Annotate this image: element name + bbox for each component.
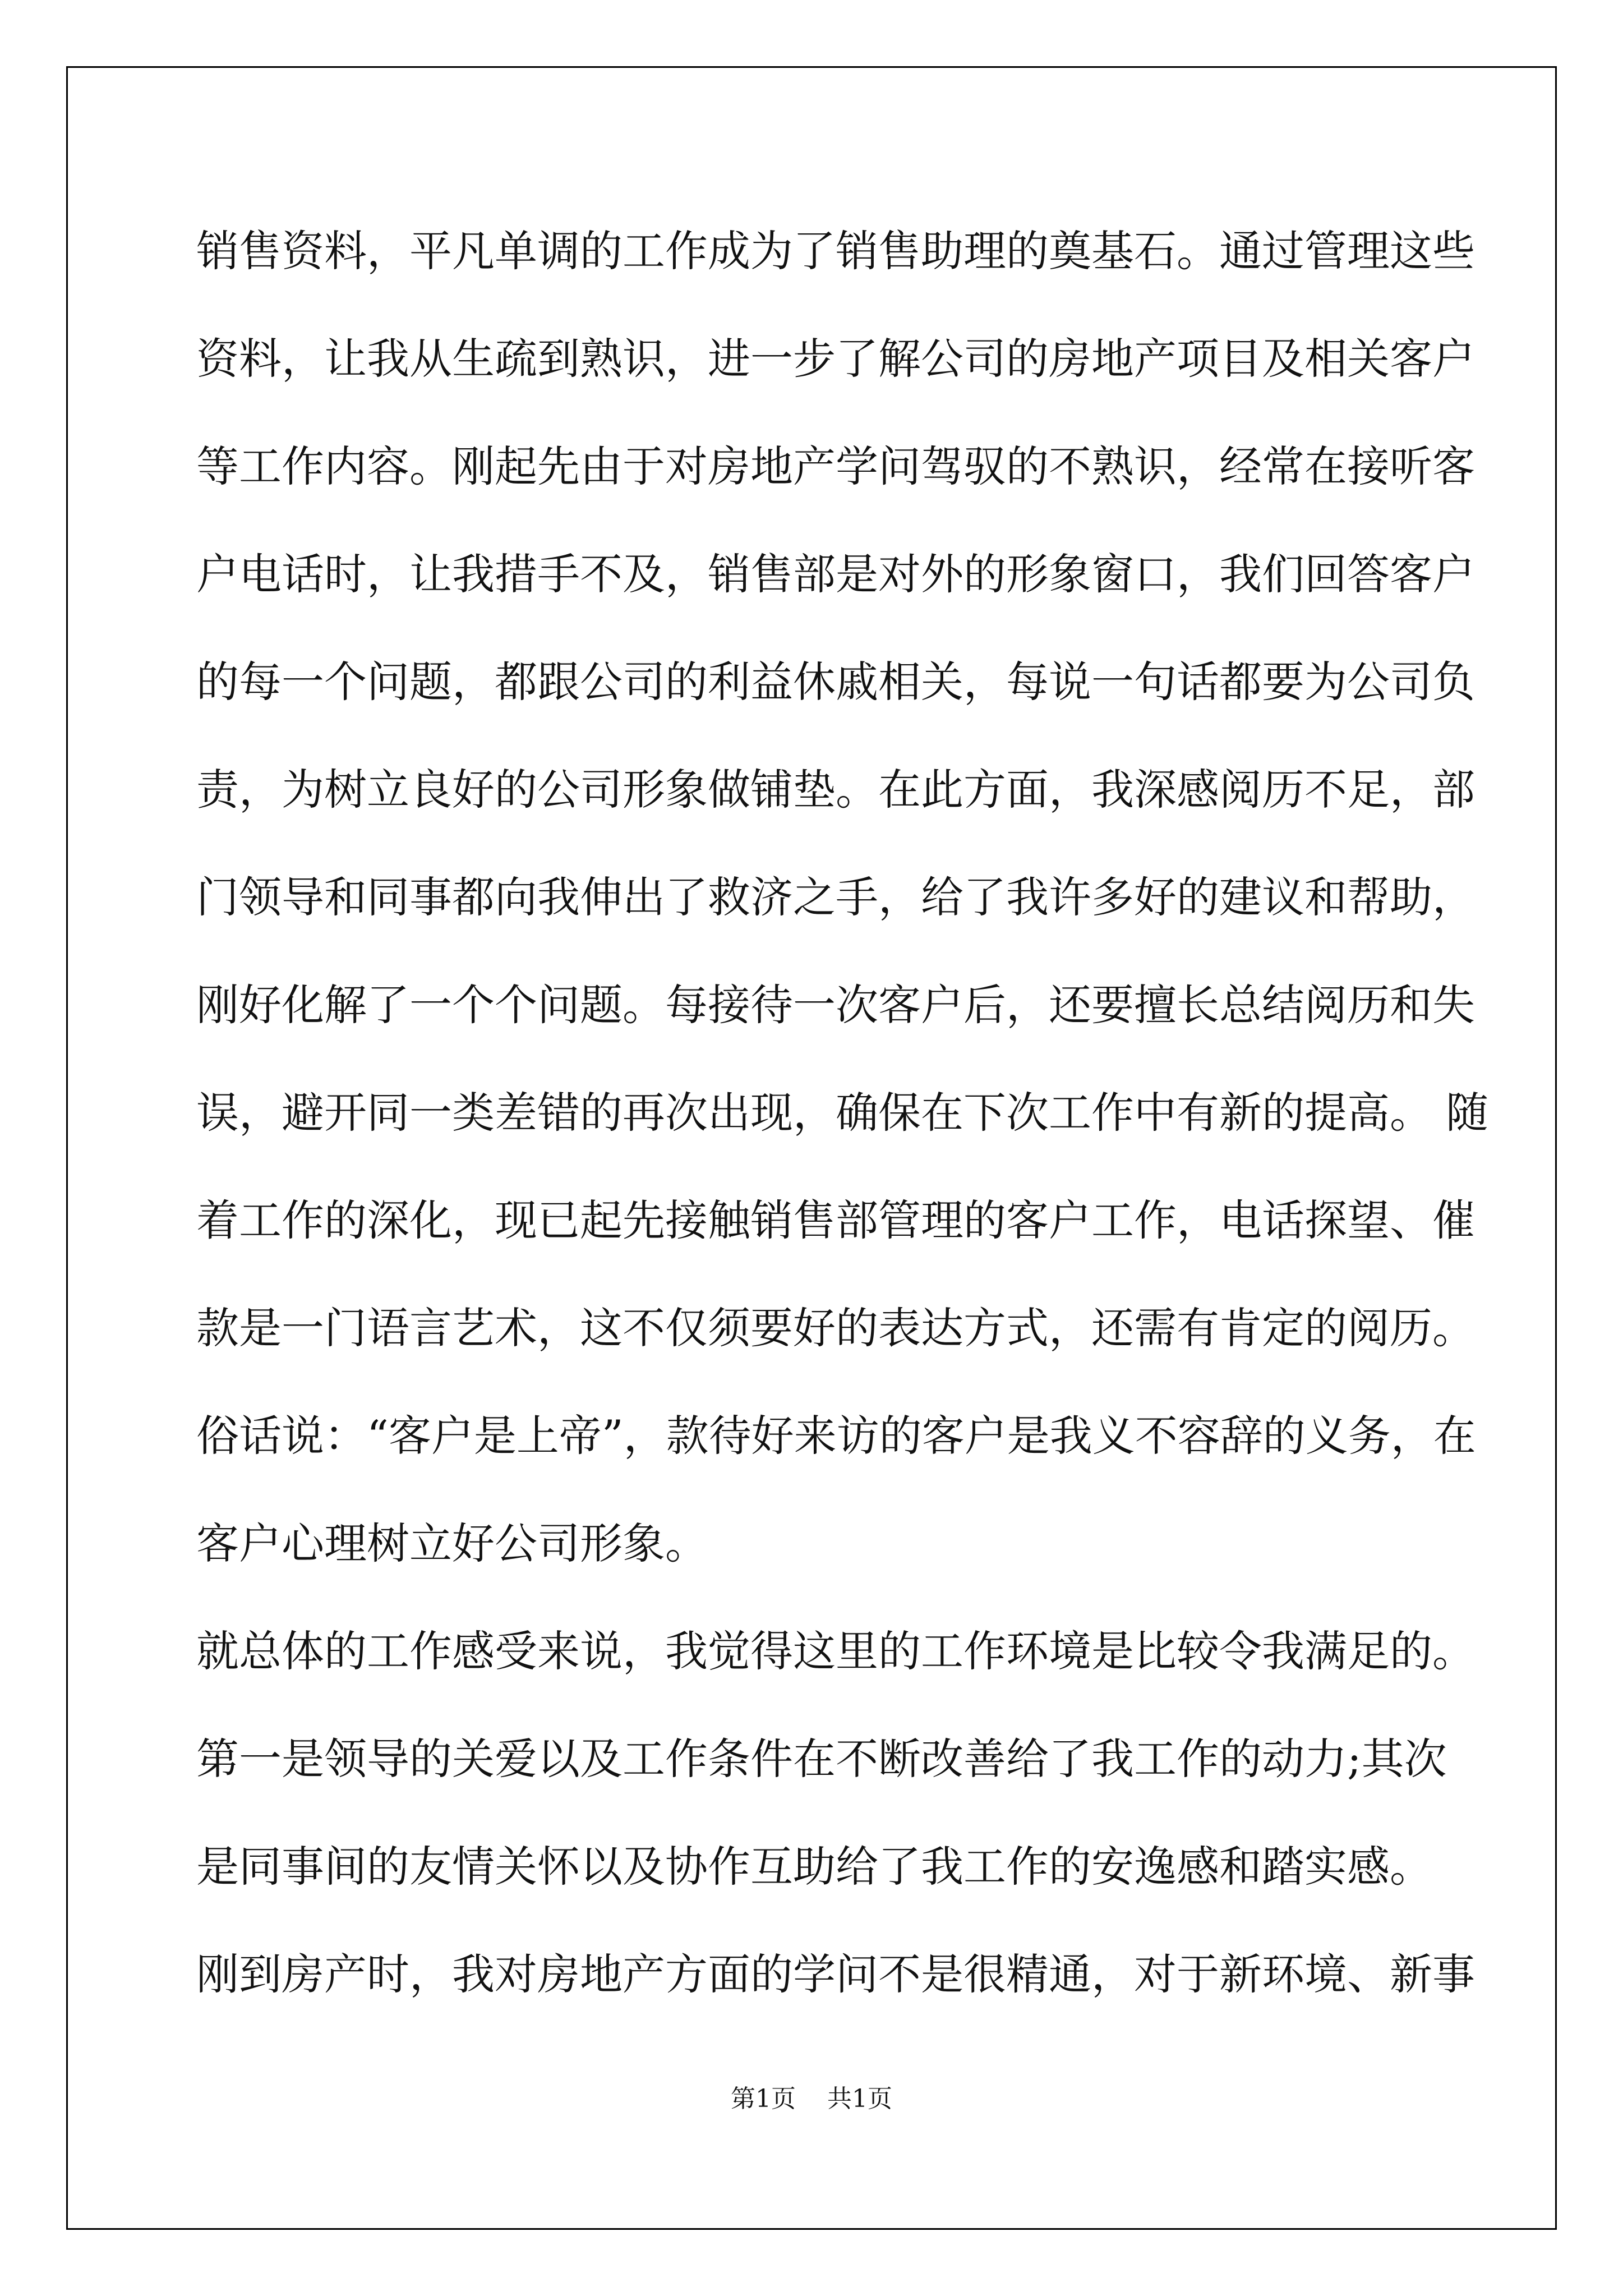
text-line: 误，避开同一类差错的再次出现，确保在下次工作中有新的提高。 随 bbox=[196, 1088, 1489, 1138]
text-line: 刚好化解了一个个问题。每接待一次客户后，还要擅长总结阅历和失 bbox=[196, 980, 1475, 1030]
text-line: 客户心理树立好公司形象。 bbox=[196, 1519, 708, 1568]
text-line: 等工作内容。刚起先由于对房地产学问驾驭的不熟识，经常在接听客 bbox=[196, 441, 1475, 491]
text-line: 户电话时，让我措手不及，销售部是对外的形象窗口，我们回答客户 bbox=[196, 549, 1475, 599]
text-line: 就总体的工作感受来说，我觉得这里的工作环境是比较令我满足的。 bbox=[196, 1626, 1475, 1676]
page-border bbox=[66, 66, 1557, 2230]
text-line: 第一是领导的关爱以及工作条件在不断改善给了我工作的动力;其次 bbox=[196, 1734, 1447, 1784]
text-line: 着工作的深化，现已起先接触销售部管理的客户工作，电话探望、催 bbox=[196, 1195, 1475, 1245]
text-line: 款是一门语言艺术，这不仅须要好的表达方式，还需有肯定的阅历。 bbox=[196, 1303, 1475, 1353]
text-line: 是同事间的友情关怀以及协作互助给了我工作的安逸感和踏实感。 bbox=[196, 1842, 1432, 1892]
text-line: 门领导和同事都向我伸出了救济之手，给了我许多好的建议和帮助， bbox=[196, 872, 1475, 922]
text-line: 的每一个问题，都跟公司的利益休戚相关，每说一句话都要为公司负 bbox=[196, 657, 1475, 707]
text-line: 责，为树立良好的公司形象做铺垫。在此方面，我深感阅历不足，部 bbox=[196, 765, 1475, 815]
text-line: 销售资料，平凡单调的工作成为了销售助理的奠基石。通过管理这些 bbox=[196, 226, 1475, 276]
text-line: 俗话说：“客户是上帝”，款待好来访的客户是我义不容辞的义务，在 bbox=[196, 1411, 1476, 1461]
text-line: 资料，让我从生疏到熟识，进一步了解公司的房地产项目及相关客户 bbox=[196, 334, 1475, 384]
page-number-footer: 第1页 共1页 bbox=[731, 2085, 892, 2113]
text-line: 刚到房产时，我对房地产方面的学问不是很精通，对于新环境、新事 bbox=[196, 1949, 1475, 1999]
